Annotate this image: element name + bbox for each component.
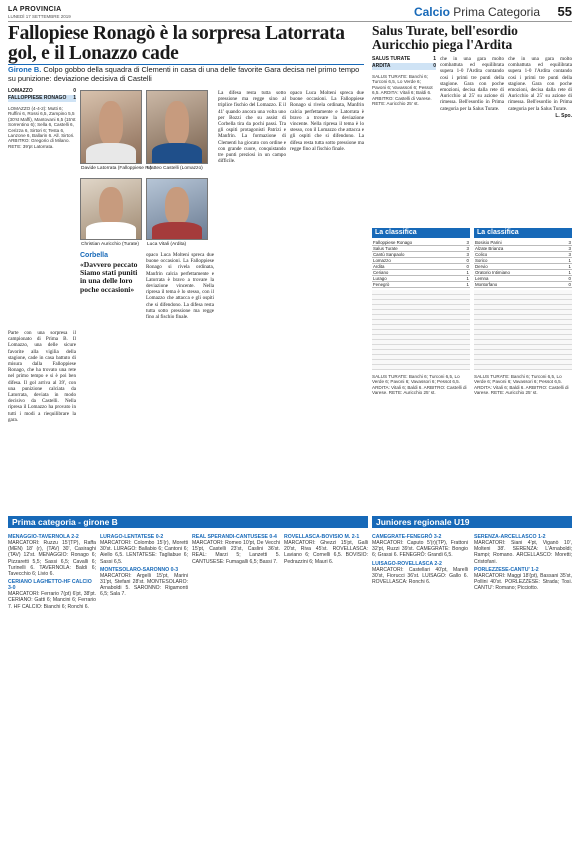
standings-row: Bosisio Parini 3 (475, 240, 571, 245)
juniores-col2 (474, 532, 572, 844)
score-home: SALUS TURATE 1 (372, 56, 436, 62)
author-sign: L. Spo. (555, 112, 572, 119)
standings-row: Dervio 1 (475, 264, 571, 269)
player-photo-latorrata (80, 90, 152, 171)
results-col2 (100, 532, 188, 844)
subhead-lead: Girone B. (8, 65, 42, 74)
result-title: ROVELLASCA-BOVISIO M. 2-1 (284, 534, 360, 540)
standings-row: Montorfano 0 (475, 282, 571, 287)
quote-box (80, 252, 142, 294)
results-grid-right (474, 290, 572, 370)
result-text: MARCATORI: Castellari 40'pt, Marelli 30'st, Fiorucci 36'st. LUISAGO: Gallo 6. ROVELLASCA: Ronchi 6. (372, 566, 468, 586)
results-col3 (192, 532, 280, 844)
section-calcio: Calcio (413, 5, 450, 19)
result-title: CAMEGRATE-FENEGRÒ 3-2 (372, 534, 442, 540)
score-away: ARDITA 0 (372, 63, 436, 69)
standings-row: Fenegrò 1 (373, 282, 469, 287)
article-col5: opaco Luca Molteni spreca due buone occasioni. La Falloppiese Ronago si rivela ordinata, Manfrin calcia perfettamente e Latorrata è bravo a trovare la deviazione vincente. Nella ripresa il tema è lo stesso, con il Lomazzo che attacca e gli ospiti che si difendono. La difesa resta tutta sotto pressione ma regge fino al fischio finale. (290, 90, 364, 152)
section-category: Prima Categoria (453, 5, 540, 19)
standings-row: Alzate Brianza 3 (475, 246, 571, 251)
result-text: MARCATORI: Argelli 15'pt, Marini 31'pt, Stefani 28'st. MONTESOLARO: Arnaboldi 5. SARONNO: Rigamonti 6,5; Sala 7. (100, 572, 188, 598)
lineup-text: LOMAZZO (4-4-2): Mutti 6; Ruffini 6, Rossi 6,5, Zampino 5,5 (30'st Maffi), Mantovani 6,5 (15'st Sorrentino 6); Sella 6, Castelli 6, Cerizza 6, Sirtori 6; Testa 6, Lanzone 6, Ballarin 6. All. Sirtori. ARBITRO: Gregorio di Milano. RETE: 39'pt Latorrata. (8, 106, 76, 149)
match-score-box (8, 88, 76, 102)
result-title: REAL SPERANDI-CANTUSESE 0-4 (192, 534, 277, 540)
right-lineup: SALUS TURATE: Banchi 6; Turconi 6,5, Lo Verde 6; Pavoni 6; Vavassori 6; Pessot 6,5. ARDITA: Vitali 6; Baldi 6. ARBITRO: Castelli di Varese. RETE: Auricchio 25' st. (372, 74, 433, 107)
standings-row: Lemna 0 (475, 276, 571, 281)
results-grid-left (372, 290, 470, 370)
result-text: MARCATORI: Ruzzu 15'(TP), Raffa (MEN) 18' (r), (TAV) 30', Casiraghi (TAV) 12'st. MENAGGIO: Ronago 6; Pizzaretti 5,5; Sassi 6,5; Cavalli 6; Turinelli 6. TAVERNOLA: Baldi 6; Tavecchio 6; Livio 6. (8, 540, 96, 578)
standings-row: Sorico 1 (475, 258, 571, 263)
results-col4 (284, 532, 368, 844)
standings-table-left (372, 240, 470, 288)
result-title: PORLEZZESE-CANTU' 1-2 (474, 566, 539, 573)
result-title: CERIANO LAGHETTO-HF CALCIO 3-0 (8, 579, 92, 592)
standings-row: Lomazzo 0 (373, 258, 469, 263)
standings-row: Ceriano 1 (373, 270, 469, 275)
results-col1 (8, 532, 96, 844)
result-text: MARCATORI: Caputo 5'(r)(TP), Frattoni 32'pt, Ruzzi 39'st. CAMEGRATE: Bongio 6; Grassi 6. FENEGRÒ: Grandi 6,5. (372, 540, 468, 559)
right-article-col2: che in una gara molto combattuta ed equilibrata supera 1-0 l'Ardita contando così i primi tre punti della stagione. Gara con poche emozioni, decisa dalla rete di Auricchio al 25' su azione di rimessa. Bell'esordio in Prima categoria per la Salus Turate. L. Spo. (508, 56, 572, 119)
standings-row: Lurago 1 (373, 276, 469, 281)
result-title: MONTESOLARO-SARONNO 0-3 (100, 566, 179, 573)
article-col1: Parte con una sorpresa il campionato di Prima B. Il Lomazzo, una delle sicure favorite alla vigilia della stagione, cade in casa battuto di misura dalla Falloppiese Ronago, che ha trovato una rete nel primo tempo e si è poi ben difesa. Il gol arriva al 39', con una punizione calciata da Latorrata, deviata in modo decisivo da Castelli. Nella ripresa il Lomazzo ha provato in tutti i modi a riequilibrare la gara. (8, 330, 76, 423)
standings-row: Cantù Sanpaolo 3 (373, 252, 469, 257)
result-text: MARCATORI: Maggi 18'(pt), Bassani 35'st, Pollini 40'st. PORLEZZESE: Strada; Tosi. CANTU': Romano; Picciotto. (474, 572, 572, 592)
section-title (414, 5, 540, 19)
subhead-text: Colpo gobbo della squadra di Clementi in casa di una delle favorite Gara decisa nel primo tempo su punizione: deviazione decisiva di Castelli (8, 65, 360, 83)
right-article-col1: che in una gara molto combattuta ed equilibrata supera 1-0 l'Ardita contando così i primi tre punti della stagione. Gara con poche emozioni, decisa dalla rete di Auricchio al 25' su azione di rimessa. Bell'esordio in Prima categoria per la Salus Turate. (440, 56, 504, 112)
standings-row: Colico 3 (475, 252, 571, 257)
quote-text: «Davvero peccato Siamo stati puniti in una delle loro poche occasioni» (80, 260, 138, 294)
player-photo-castelli (146, 90, 208, 171)
subheadline (8, 66, 364, 83)
section-bar-juniores: Juniores regionale U19 (372, 516, 572, 528)
result-text: MARCATORI: Siani 4'pt, Viganò 10', Molteni 38'. SERENZA: L'Arnaboldi; Rampi; Romano. ARCELLASCO: Moretti; Cristofani. (474, 540, 572, 565)
right-score-box (372, 56, 436, 70)
standings-row: Ardita 0 (373, 264, 469, 269)
photo-caption: Matteo Castelli (Lomazzo) (147, 166, 203, 171)
issue-date: LUNEDÌ 17 SETTEMBRE 2019 (8, 14, 71, 19)
standings-row: Falloppiese Ronago 3 (373, 240, 469, 245)
result-text: MARCATORI: Ghezzi 15'pt, Galli 20'st, Riva 45'st. ROVELLASCA: Laviano 6; Cornelli 6,5. BOVISIO: Pedrazzini 6; Mauri 6. (284, 540, 368, 565)
standings-notes-right: SALUS TURATE: Banchi 6; Turconi 6,5, Lo Verde 6; Pavoni 6; Vavassori 6; Pessot 6,5. ARDITA: Vitali 6; Baldi 6. ARBITRO: Castelli di Varese. RETE: Auricchio 25' st. (474, 374, 569, 396)
result-title: LURAGO-LENTATESE 0-2 (100, 534, 164, 540)
quote-name: Corbella (80, 252, 109, 259)
section-bar-prima: Prima categoria - girone B (8, 516, 368, 528)
result-title: SERENZA-ARCELLASCO 1-2 (474, 534, 546, 540)
photo-caption: Luca Vitali (Ardita) (147, 242, 187, 247)
standings-row: Salus Turate 3 (373, 246, 469, 251)
score-away: FALLOPPIESE RONAGO 1 (8, 95, 76, 101)
score-home: LOMAZZO 0 (8, 88, 76, 94)
article-col3: opaco Luca Molteni spreca due buone occasioni. La Falloppiese Ronago si rivela ordinata, Manfrin calcia perfettamente e Latorrata è bravo a trovare la deviazione vincente. Nella ripresa il tema è lo stesso, con il Lomazzo che attacca e gli ospiti che si difendono. La difesa resta tutta sotto pressione ma regge fino al fischio finale. (146, 252, 214, 321)
juniores-col1 (372, 532, 468, 844)
result-title: MENAGGIO-TAVERNOLA 2-2 (8, 534, 79, 540)
right-headline: Salus Turate, bell'esordio Auricchio piega l'Ardita (372, 23, 518, 52)
standings-row: Oratorio Intimiano 1 (475, 270, 571, 275)
player-photo-auricchio (80, 178, 142, 247)
result-text: MARCATORI: Colombo 15'(r), Moretti 30'st. LURAGO: Ballabio 6; Cantoni 6; Aiello 6,5. LENTATESE: Tagliabue 6; Sassi 6,5. (100, 540, 188, 565)
page-number: 55 (557, 4, 572, 19)
result-text: MARCATORI: Romeo 10'pt, De Vecchi 15'pt, Castelli 23'st, Caslini 36'st. REAL: Marzi 5; Lanzetti 5. CANTUSESE: Fumagalli 6,5; Bassi 7. (192, 540, 280, 565)
article-col4: La difesa resta tutta sotto pressione ma regge sino al triplice fischio del Lomazzo. E il 41' quando ancora una volta uno per Bozzi che su assist di Corbella tira da pochi passi. Tra gli ospiti protagonisti Patrizi e Manfrin. La formazione di Clementi ha giocato con ordine e con grande cuore, conquistando tre punti preziosi in un campo difficile. (218, 90, 286, 165)
newspaper-name: LA PROVINCIA (8, 6, 62, 13)
standings-table-right (474, 240, 572, 288)
standings-notes-left: SALUS TURATE: Banchi 6; Turconi 6,5, Lo Verde 6; Pavoni 6; Vavassori 6; Pessot 6,5. ARDITA: Vitali 6; Baldi 6. ARBITRO: Castelli di Varese. RETE: Auricchio 25' st. (372, 374, 467, 396)
standings-title-right: La classifica (474, 228, 572, 238)
main-headline: Fallopiese Ronagò è la sorpresa Latorrata gol, e il Lonazzo cade (8, 23, 345, 64)
standings-title-left: La classifica (372, 228, 470, 238)
player-photo-vitali (146, 178, 208, 247)
result-title: LUISAGO-ROVELLASCA 2-2 (372, 560, 442, 567)
result-text: MARCATORI: Ferrario 7(pt) 6'pt, 38'pt. CERIANO: Gatti 6; Mancini 6; Ferrario 7. HF CALCIO: Bianchi 6; Ronchi 6. (8, 591, 96, 610)
photo-caption: Davide Latorrata (Falloppiese R.) (81, 166, 152, 171)
photo-caption: Christian Auricchio (Turate) (81, 242, 139, 247)
